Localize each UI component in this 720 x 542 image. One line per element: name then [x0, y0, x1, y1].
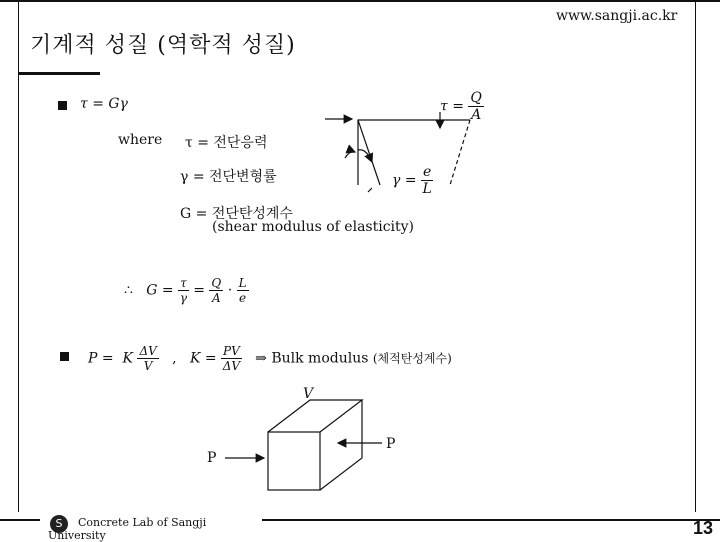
G-definition: G = 전단탄성계수 — [180, 206, 293, 222]
G-derivation: ∴ G = $\frac{\tau}{\gamma}$ = $\frac{Q}{A}$ · $\frac{L}{e}$ — [124, 276, 247, 305]
site-url: www.sangji.ac.kr — [556, 8, 678, 24]
gamma-definition: γ = 전단변형률 — [180, 169, 277, 185]
page-number: 13 — [693, 518, 714, 538]
G-definition-english: (shear modulus of elasticity) — [212, 219, 415, 235]
university-logo: S — [50, 515, 68, 533]
shear-law: τ = Gγ — [80, 96, 128, 112]
where-label: where — [118, 132, 163, 148]
footer-lab-line2: University — [48, 529, 106, 542]
cube-label-V: V — [303, 386, 314, 402]
bulk-pressure-formula: P = K $\frac{\Delta V}{V}$ , K = $\frac{PV}{\Delta V}$ ⇒ Bulk modulus (체적탄성계수) — [88, 344, 452, 373]
cube-label-P-left: P — [207, 450, 217, 466]
shear-block-diagram — [325, 112, 470, 192]
diagram-gamma-formula: γ = $\frac{e}{L}$ — [392, 164, 432, 197]
bulk-cube-diagram — [225, 400, 382, 490]
tau-definition: τ = 전단응력 — [185, 135, 268, 151]
page-title: 기계적 성질 (역학적 성질) — [30, 33, 296, 58]
footer-lab-line1: Concrete Lab of Sangji — [78, 516, 207, 529]
diagram-tau-formula: τ = $\frac{Q}{A}$ — [440, 90, 482, 123]
cube-label-P-right: P — [386, 436, 396, 452]
